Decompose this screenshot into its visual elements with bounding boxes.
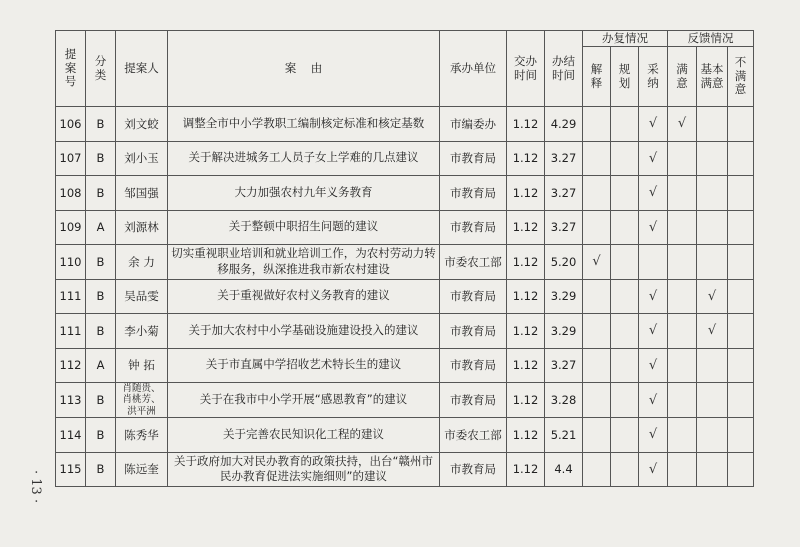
proposal-no-cell: 113 <box>56 383 86 418</box>
table-row <box>56 348 754 383</box>
basic-cell <box>697 141 728 176</box>
table-row <box>56 314 754 349</box>
subject-cell: 关于政府加大对民办教育的政策扶持，出台“赣州市民办教育促进法实施细则”的建议 <box>168 452 440 487</box>
header-subject: 案 由 <box>168 31 440 107</box>
header-category: 分类 <box>86 31 116 107</box>
proposal-no-cell: 108 <box>56 176 86 211</box>
explain-cell <box>583 245 611 280</box>
proposer-cell: 吴品雯 <box>116 279 168 314</box>
check-mark-icon: √ <box>648 150 658 166</box>
unsatisfied-cell <box>728 279 754 314</box>
unsatisfied-cell <box>728 176 754 211</box>
explain-cell <box>583 279 611 314</box>
satisfied-cell <box>668 141 697 176</box>
category-cell: B <box>86 141 116 176</box>
check-mark-icon: √ <box>648 116 658 132</box>
category-cell: B <box>86 314 116 349</box>
assigned-time-cell: 1.12 <box>507 245 545 280</box>
basic-cell <box>697 348 728 383</box>
proposal-no-cell: 110 <box>56 245 86 280</box>
satisfied-cell <box>668 314 697 349</box>
satisfied-cell <box>668 452 697 487</box>
check-mark-icon: √ <box>648 323 658 339</box>
plan-cell <box>611 210 639 245</box>
plan-cell <box>611 383 639 418</box>
adopt-cell <box>639 279 668 314</box>
proposal-no-cell: 107 <box>56 141 86 176</box>
category-cell: B <box>86 245 116 280</box>
proposal-table <box>55 30 754 487</box>
proposal-no-cell: 106 <box>56 107 86 142</box>
subject-cell: 关于市直属中学招收艺术特长生的建议 <box>168 348 440 383</box>
header-done-time: 办结时间 <box>545 31 583 107</box>
table-row <box>56 279 754 314</box>
adopt-cell <box>639 383 668 418</box>
proposer-cell: 刘源林 <box>116 210 168 245</box>
header-adopt: 采纳 <box>639 47 668 107</box>
header-unsatisfied: 不满意 <box>728 47 754 107</box>
satisfied-cell <box>668 107 697 142</box>
table-row <box>56 210 754 245</box>
assigned-time-cell: 1.12 <box>507 418 545 453</box>
category-cell: B <box>86 383 116 418</box>
done-time-cell: 4.29 <box>545 107 583 142</box>
satisfied-cell <box>668 383 697 418</box>
category-cell: B <box>86 452 116 487</box>
explain-cell <box>583 314 611 349</box>
assigned-time-cell: 1.12 <box>507 314 545 349</box>
explain-cell <box>583 452 611 487</box>
proposer-cell: 陈远奎 <box>116 452 168 487</box>
unsatisfied-cell <box>728 418 754 453</box>
unsatisfied-cell <box>728 314 754 349</box>
proposal-no-cell: 109 <box>56 210 86 245</box>
adopt-cell <box>639 314 668 349</box>
header-satisfied: 满意 <box>668 47 697 107</box>
handling-unit-cell: 市教育局 <box>440 176 507 211</box>
check-mark-icon: √ <box>592 254 601 270</box>
table-header <box>56 31 754 107</box>
basic-cell <box>697 418 728 453</box>
proposer-cell: 邹国强 <box>116 176 168 211</box>
header-explain: 解释 <box>583 47 611 107</box>
adopt-cell <box>639 107 668 142</box>
adopt-cell <box>639 210 668 245</box>
plan-cell <box>611 107 639 142</box>
assigned-time-cell: 1.12 <box>507 176 545 211</box>
check-mark-icon: √ <box>707 323 717 339</box>
handling-unit-cell: 市教育局 <box>440 452 507 487</box>
table-row <box>56 176 754 211</box>
plan-cell <box>611 141 639 176</box>
plan-cell <box>611 314 639 349</box>
explain-cell <box>583 107 611 142</box>
header-feedback-group: 反馈情况 <box>668 31 754 47</box>
explain-cell <box>583 141 611 176</box>
subject-cell: 关于完善农民知识化工程的建议 <box>168 418 440 453</box>
subject-cell: 关于重视做好农村义务教育的建议 <box>168 279 440 314</box>
satisfied-cell <box>668 210 697 245</box>
adopt-cell <box>639 418 668 453</box>
subject-cell: 关于在我市中小学开展“感恩教育”的建议 <box>168 383 440 418</box>
unsatisfied-cell <box>728 107 754 142</box>
assigned-time-cell: 1.12 <box>507 107 545 142</box>
header-basic-satisfied: 基本满意 <box>697 47 728 107</box>
category-cell: A <box>86 348 116 383</box>
unsatisfied-cell <box>728 383 754 418</box>
subject-cell: 关于整顿中职招生问题的建议 <box>168 210 440 245</box>
subject-cell: 调整全市中小学教职工编制核定标准和核定基数 <box>168 107 440 142</box>
handling-unit-cell: 市委农工部 <box>440 418 507 453</box>
category-cell: B <box>86 418 116 453</box>
explain-cell <box>583 210 611 245</box>
table-row <box>56 107 754 142</box>
check-mark-icon: √ <box>648 219 658 235</box>
proposer-cell: 刘文蛟 <box>116 107 168 142</box>
plan-cell <box>611 452 639 487</box>
table-row <box>56 245 754 280</box>
satisfied-cell <box>668 279 697 314</box>
category-cell: A <box>86 210 116 245</box>
adopt-cell <box>639 176 668 211</box>
done-time-cell: 5.21 <box>545 418 583 453</box>
subject-cell: 切实重视职业培训和就业培训工作，为农村劳动力转移服务，纵深推进我市新农村建设 <box>168 245 440 280</box>
plan-cell <box>611 418 639 453</box>
done-time-cell: 5.20 <box>545 245 583 280</box>
check-mark-icon: √ <box>707 288 717 304</box>
category-cell: B <box>86 176 116 211</box>
table-row <box>56 418 754 453</box>
check-mark-icon: √ <box>648 288 658 304</box>
done-time-cell: 4.4 <box>545 452 583 487</box>
check-mark-icon: √ <box>648 392 658 408</box>
proposal-no-cell: 111 <box>56 314 86 349</box>
header-proposer: 提案人 <box>116 31 168 107</box>
table-body <box>56 107 754 487</box>
category-cell: B <box>86 107 116 142</box>
done-time-cell: 3.27 <box>545 348 583 383</box>
subject-cell: 关于加大农村中小学基础设施建设投入的建议 <box>168 314 440 349</box>
satisfied-cell <box>668 176 697 211</box>
proposal-no-cell: 111 <box>56 279 86 314</box>
explain-cell <box>583 176 611 211</box>
done-time-cell: 3.28 <box>545 383 583 418</box>
subject-cell: 关于解决进城务工人员子女上学难的几点建议 <box>168 141 440 176</box>
assigned-time-cell: 1.12 <box>507 348 545 383</box>
category-cell: B <box>86 279 116 314</box>
check-mark-icon: √ <box>648 461 658 477</box>
table-row <box>56 141 754 176</box>
assigned-time-cell: 1.12 <box>507 279 545 314</box>
plan-cell <box>611 245 639 280</box>
done-time-cell: 3.27 <box>545 176 583 211</box>
basic-cell <box>697 245 728 280</box>
check-mark-icon: √ <box>677 116 687 132</box>
handling-unit-cell: 市教育局 <box>440 210 507 245</box>
unsatisfied-cell <box>728 210 754 245</box>
adopt-cell <box>639 141 668 176</box>
plan-cell <box>611 348 639 383</box>
check-mark-icon: √ <box>648 185 658 201</box>
explain-cell <box>583 383 611 418</box>
basic-cell <box>697 452 728 487</box>
unsatisfied-cell <box>728 348 754 383</box>
handling-unit-cell: 市教育局 <box>440 383 507 418</box>
header-reply-group: 办复情况 <box>583 31 668 47</box>
proposer-cell: 陈秀华 <box>116 418 168 453</box>
check-mark-icon: √ <box>648 427 658 443</box>
proposal-no-cell: 112 <box>56 348 86 383</box>
header-plan: 规划 <box>611 47 639 107</box>
header-assigned-time: 交办时间 <box>507 31 545 107</box>
header-unit: 承办单位 <box>440 31 507 107</box>
handling-unit-cell: 市教育局 <box>440 348 507 383</box>
table-row <box>56 383 754 418</box>
assigned-time-cell: 1.12 <box>507 210 545 245</box>
basic-cell <box>697 176 728 211</box>
satisfied-cell <box>668 348 697 383</box>
explain-cell <box>583 418 611 453</box>
header-no: 提案号 <box>56 31 86 107</box>
unsatisfied-cell <box>728 452 754 487</box>
unsatisfied-cell <box>728 245 754 280</box>
page-number: · 13 · <box>28 470 43 504</box>
plan-cell <box>611 176 639 211</box>
basic-cell <box>697 107 728 142</box>
handling-unit-cell: 市编委办 <box>440 107 507 142</box>
proposal-no-cell: 114 <box>56 418 86 453</box>
done-time-cell: 3.27 <box>545 210 583 245</box>
done-time-cell: 3.29 <box>545 279 583 314</box>
satisfied-cell <box>668 245 697 280</box>
unsatisfied-cell <box>728 141 754 176</box>
table-row <box>56 452 754 487</box>
subject-cell: 大力加强农村九年义务教育 <box>168 176 440 211</box>
basic-cell <box>697 314 728 349</box>
proposer-cell: 李小菊 <box>116 314 168 349</box>
assigned-time-cell: 1.12 <box>507 383 545 418</box>
satisfied-cell <box>668 418 697 453</box>
assigned-time-cell: 1.12 <box>507 452 545 487</box>
basic-cell <box>697 210 728 245</box>
handling-unit-cell: 市教育局 <box>440 314 507 349</box>
proposer-cell: 余 力 <box>116 245 168 280</box>
plan-cell <box>611 279 639 314</box>
handling-unit-cell: 市委农工部 <box>440 245 507 280</box>
proposer-cell: 肖随贵、肖桃芳、洪平洲 <box>116 383 168 418</box>
done-time-cell: 3.27 <box>545 141 583 176</box>
handling-unit-cell: 市教育局 <box>440 279 507 314</box>
basic-cell <box>697 383 728 418</box>
check-mark-icon: √ <box>648 357 658 373</box>
done-time-cell: 3.29 <box>545 314 583 349</box>
adopt-cell <box>639 452 668 487</box>
proposer-cell: 钟 拓 <box>116 348 168 383</box>
adopt-cell <box>639 348 668 383</box>
adopt-cell <box>639 245 668 280</box>
proposal-no-cell: 115 <box>56 452 86 487</box>
proposer-cell: 刘小玉 <box>116 141 168 176</box>
explain-cell <box>583 348 611 383</box>
basic-cell <box>697 279 728 314</box>
handling-unit-cell: 市教育局 <box>440 141 507 176</box>
assigned-time-cell: 1.12 <box>507 141 545 176</box>
